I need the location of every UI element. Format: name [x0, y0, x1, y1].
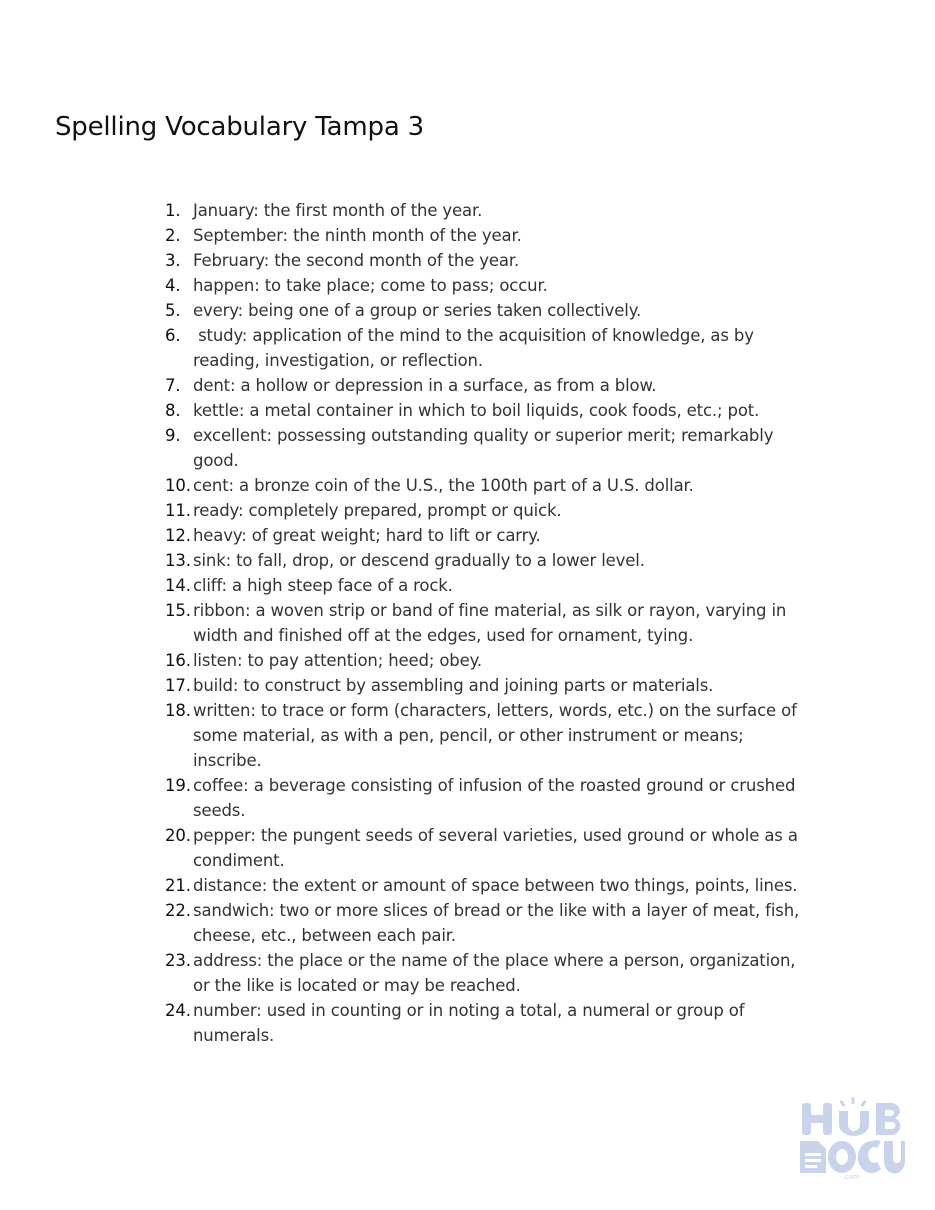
list-item: [165, 573, 805, 598]
list-item: [165, 523, 805, 548]
item-definition: sandwich: two or more slices of bread or the like with a layer of meat, fish, cheese, etc., between each pair.: [193, 901, 800, 945]
item-definition: build: to construct by assembling and joining parts or materials.: [193, 676, 714, 695]
item-definition: distance: the extent or amount of space between two things, points, lines.: [193, 876, 798, 895]
item-number: 4.: [165, 276, 181, 295]
item-definition: ribbon: a woven strip or band of fine material, as silk or rayon, varying in width and finished off at the edges, used for ornament, tying.: [193, 601, 787, 645]
list-item: [165, 398, 805, 423]
item-number: 22.: [165, 901, 191, 920]
item-definition: happen: to take place; come to pass; occur.: [193, 276, 548, 295]
item-definition: kettle: a metal container in which to boil liquids, cook foods, etc.; pot.: [193, 401, 760, 420]
item-definition: address: the place or the name of the place where a person, organization, or the like is located or may be reached.: [193, 951, 796, 995]
list-item: [165, 548, 805, 573]
item-number: 6.: [165, 326, 181, 345]
list-item: [165, 998, 805, 1048]
item-number: 14.: [165, 576, 191, 595]
item-number: 20.: [165, 826, 191, 845]
list-item: [165, 823, 805, 873]
item-number: 8.: [165, 401, 181, 420]
list-item: [165, 373, 805, 398]
item-definition: study: application of the mind to the acquisition of knowledge, as by reading, investigation, or reflection.: [193, 326, 759, 370]
list-item: [165, 323, 805, 373]
item-number: 21.: [165, 876, 191, 895]
item-number: 15.: [165, 601, 191, 620]
list-item: [165, 223, 805, 248]
item-definition: listen: to pay attention; heed; obey.: [193, 651, 482, 670]
item-number: 24.: [165, 1001, 191, 1020]
watermark-suffix: .com: [842, 1173, 860, 1181]
item-definition: sink: to fall, drop, or descend gradually to a lower level.: [193, 551, 645, 570]
list-item: [165, 948, 805, 998]
item-number: 11.: [165, 501, 191, 520]
item-definition: ready: completely prepared, prompt or quick.: [193, 501, 562, 520]
item-number: 1.: [165, 201, 181, 220]
list-item: [165, 298, 805, 323]
vocabulary-list: [165, 198, 805, 1048]
list-item: [165, 423, 805, 473]
list-item: [165, 248, 805, 273]
item-number: 18.: [165, 701, 191, 720]
item-number: 2.: [165, 226, 181, 245]
item-number: 12.: [165, 526, 191, 545]
list-item: [165, 598, 805, 648]
item-definition: September: the ninth month of the year.: [193, 226, 522, 245]
item-number: 23.: [165, 951, 191, 970]
item-number: 13.: [165, 551, 191, 570]
item-definition: number: used in counting or in noting a total, a numeral or group of numerals.: [193, 1001, 745, 1045]
item-number: 3.: [165, 251, 181, 270]
list-item: [165, 773, 805, 823]
list-item: [165, 498, 805, 523]
item-definition: heavy: of great weight; hard to lift or carry.: [193, 526, 541, 545]
list-item: [165, 198, 805, 223]
item-definition: written: to trace or form (characters, letters, words, etc.) on the surface of some material, as with a pen, pencil, or other instrument or means; inscribe.: [193, 701, 797, 770]
item-number: 7.: [165, 376, 181, 395]
list-item: [165, 898, 805, 948]
item-number: 9.: [165, 426, 181, 445]
item-number: 19.: [165, 776, 191, 795]
item-definition: dent: a hollow or depression in a surface, as from a blow.: [193, 376, 657, 395]
item-definition: excellent: possessing outstanding quality or superior merit; remarkably good.: [193, 426, 774, 470]
list-item: [165, 673, 805, 698]
list-item: [165, 273, 805, 298]
item-definition: February: the second month of the year.: [193, 251, 520, 270]
list-item: [165, 648, 805, 673]
item-definition: January: the first month of the year.: [193, 201, 483, 220]
list-item: [165, 473, 805, 498]
list-item: [165, 873, 805, 898]
item-definition: every: being one of a group or series taken collectively.: [193, 301, 642, 320]
list-item: [165, 698, 805, 773]
hubdocu-watermark-logo: [796, 1097, 906, 1181]
item-number: 10.: [165, 476, 191, 495]
item-number: 17.: [165, 676, 191, 695]
item-definition: pepper: the pungent seeds of several varieties, used ground or whole as a condiment.: [193, 826, 798, 870]
item-definition: cent: a bronze coin of the U.S., the 100th part of a U.S. dollar.: [193, 476, 694, 495]
item-definition: cliff: a high steep face of a rock.: [193, 576, 453, 595]
item-definition: coffee: a beverage consisting of infusion of the roasted ground or crushed seeds.: [193, 776, 796, 820]
page-title: Spelling Vocabulary Tampa 3: [55, 112, 424, 142]
item-number: 5.: [165, 301, 181, 320]
item-number: 16.: [165, 651, 191, 670]
